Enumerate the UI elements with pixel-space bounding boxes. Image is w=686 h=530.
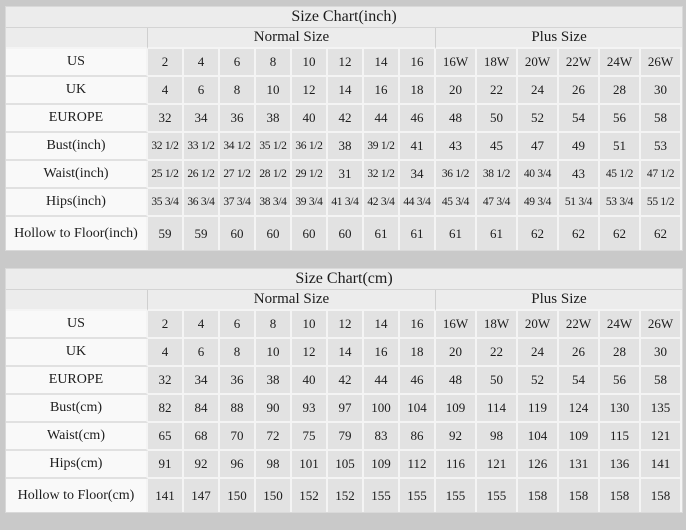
- size-cell: 32: [148, 105, 184, 133]
- size-cell: 45 1/2: [600, 161, 641, 189]
- size-cell: 61: [364, 217, 400, 250]
- size-cell: 93: [292, 395, 328, 423]
- size-cell: 90: [256, 395, 292, 423]
- size-cell: 56: [600, 367, 641, 395]
- size-cell: 91: [148, 451, 184, 479]
- size-cell: 152: [328, 479, 364, 512]
- size-cell: 22: [477, 77, 518, 105]
- size-cell: 155: [400, 479, 436, 512]
- size-cell: 59: [184, 217, 220, 250]
- size-cell: 61: [436, 217, 477, 250]
- size-cell: 25 1/2: [148, 161, 184, 189]
- size-cell: 109: [364, 451, 400, 479]
- size-cell: 48: [436, 367, 477, 395]
- size-cell: 46: [400, 105, 436, 133]
- row-label: UK: [6, 339, 148, 367]
- size-cell: 43: [559, 161, 600, 189]
- size-cell: 45 3/4: [436, 189, 477, 217]
- size-cell: 6: [220, 311, 256, 339]
- size-cell: 8: [256, 49, 292, 77]
- size-cell: 131: [559, 451, 600, 479]
- table-row: [6, 395, 682, 423]
- size-cell: 97: [328, 395, 364, 423]
- chart-title: Size Chart(cm): [6, 269, 682, 290]
- size-cell: 158: [559, 479, 600, 512]
- size-cell: 141: [641, 451, 682, 479]
- size-cell: 26W: [641, 311, 682, 339]
- size-cell: 54: [559, 105, 600, 133]
- size-cell: 61: [477, 217, 518, 250]
- size-chart-inch-table: [5, 6, 683, 251]
- size-cell: 155: [436, 479, 477, 512]
- size-cell: 92: [436, 423, 477, 451]
- size-cell: 28: [600, 77, 641, 105]
- size-cell: 52: [518, 367, 559, 395]
- size-cell: 105: [328, 451, 364, 479]
- size-cell: 49: [559, 133, 600, 161]
- size-cell: 6: [220, 49, 256, 77]
- size-cell: 4: [148, 339, 184, 367]
- size-cell: 88: [220, 395, 256, 423]
- size-cell: 10: [292, 311, 328, 339]
- size-cell: 52: [518, 105, 559, 133]
- size-cell: 62: [600, 217, 641, 250]
- size-cell: 36 1/2: [292, 133, 328, 161]
- size-cell: 155: [477, 479, 518, 512]
- size-cell: 47: [518, 133, 559, 161]
- size-cell: 39 3/4: [292, 189, 328, 217]
- size-cell: 14: [328, 77, 364, 105]
- size-cell: 36 3/4: [184, 189, 220, 217]
- size-cell: 150: [256, 479, 292, 512]
- corner-cell: [6, 290, 148, 311]
- size-cell: 31: [328, 161, 364, 189]
- table-row: [6, 105, 682, 133]
- size-cell: 24: [518, 339, 559, 367]
- size-cell: 32 1/2: [364, 161, 400, 189]
- table-row: [6, 367, 682, 395]
- row-label: Hollow to Floor(inch): [6, 217, 148, 250]
- row-label: Hollow to Floor(cm): [6, 479, 148, 512]
- size-cell: 42: [328, 367, 364, 395]
- size-cell: 26: [559, 77, 600, 105]
- size-cell: 150: [220, 479, 256, 512]
- size-cell: 58: [641, 367, 682, 395]
- size-cell: 41: [400, 133, 436, 161]
- size-cell: 119: [518, 395, 559, 423]
- size-cell: 82: [148, 395, 184, 423]
- size-cell: 38 1/2: [477, 161, 518, 189]
- size-cell: 42 3/4: [364, 189, 400, 217]
- size-cell: 18W: [477, 49, 518, 77]
- size-cell: 86: [400, 423, 436, 451]
- size-cell: 147: [184, 479, 220, 512]
- size-cell: 53 3/4: [600, 189, 641, 217]
- size-cell: 126: [518, 451, 559, 479]
- size-cell: 4: [148, 77, 184, 105]
- size-cell: 68: [184, 423, 220, 451]
- row-label: Hips(inch): [6, 189, 148, 217]
- size-cell: 60: [292, 217, 328, 250]
- size-chart-cm-table: [5, 268, 683, 513]
- size-cell: 27 1/2: [220, 161, 256, 189]
- size-cell: 100: [364, 395, 400, 423]
- size-cell: 158: [641, 479, 682, 512]
- size-cell: 6: [184, 339, 220, 367]
- size-cell: 22: [477, 339, 518, 367]
- size-cell: 36: [220, 367, 256, 395]
- row-label: Waist(cm): [6, 423, 148, 451]
- size-cell: 18: [400, 339, 436, 367]
- size-cell: 40 3/4: [518, 161, 559, 189]
- size-cell: 115: [600, 423, 641, 451]
- column-group-row: [6, 28, 682, 49]
- size-cell: 2: [148, 311, 184, 339]
- size-cell: 53: [641, 133, 682, 161]
- size-cell: 65: [148, 423, 184, 451]
- size-cell: 136: [600, 451, 641, 479]
- size-cell: 36: [220, 105, 256, 133]
- size-cell: 75: [292, 423, 328, 451]
- size-cell: 60: [220, 217, 256, 250]
- row-label: Bust(inch): [6, 133, 148, 161]
- size-cell: 158: [518, 479, 559, 512]
- size-cell: 50: [477, 367, 518, 395]
- size-cell: 40: [292, 367, 328, 395]
- size-cell: 35 3/4: [148, 189, 184, 217]
- size-cell: 58: [641, 105, 682, 133]
- tables-gap: [5, 251, 681, 268]
- table-row: [6, 217, 682, 250]
- size-cell: 20: [436, 339, 477, 367]
- size-cell: 104: [400, 395, 436, 423]
- size-cell: 48: [436, 105, 477, 133]
- table-row: [6, 161, 682, 189]
- size-cell: 98: [256, 451, 292, 479]
- size-cell: 29 1/2: [292, 161, 328, 189]
- size-cell: 38: [256, 367, 292, 395]
- size-cell: 22W: [559, 49, 600, 77]
- size-cell: 18: [400, 77, 436, 105]
- corner-cell: [6, 28, 148, 49]
- size-cell: 18W: [477, 311, 518, 339]
- size-cell: 62: [518, 217, 559, 250]
- size-cell: 60: [256, 217, 292, 250]
- size-cell: 34: [184, 105, 220, 133]
- size-cell: 47 1/2: [641, 161, 682, 189]
- size-cell: 35 1/2: [256, 133, 292, 161]
- size-cell: 44 3/4: [400, 189, 436, 217]
- size-cell: 16W: [436, 49, 477, 77]
- size-cell: 72: [256, 423, 292, 451]
- row-label: EUROPE: [6, 105, 148, 133]
- size-cell: 61: [400, 217, 436, 250]
- size-cell: 109: [559, 423, 600, 451]
- size-cell: 14: [364, 311, 400, 339]
- size-cell: 70: [220, 423, 256, 451]
- size-cell: 101: [292, 451, 328, 479]
- table-row: [6, 133, 682, 161]
- size-cell: 155: [364, 479, 400, 512]
- size-cell: 121: [641, 423, 682, 451]
- size-cell: 55 1/2: [641, 189, 682, 217]
- size-cell: 38: [328, 133, 364, 161]
- size-cell: 28 1/2: [256, 161, 292, 189]
- size-cell: 46: [400, 367, 436, 395]
- size-cell: 54: [559, 367, 600, 395]
- size-cell: 43: [436, 133, 477, 161]
- table-row: [6, 77, 682, 105]
- size-cell: 130: [600, 395, 641, 423]
- size-cell: 2: [148, 49, 184, 77]
- normal-size-header: Normal Size: [148, 290, 436, 311]
- size-cell: 79: [328, 423, 364, 451]
- table-row: [6, 189, 682, 217]
- size-cell: 49 3/4: [518, 189, 559, 217]
- size-cell: 12: [328, 49, 364, 77]
- size-cell: 24W: [600, 311, 641, 339]
- size-cell: 98: [477, 423, 518, 451]
- size-cell: 20W: [518, 49, 559, 77]
- size-cell: 34: [400, 161, 436, 189]
- size-cell: 10: [256, 77, 292, 105]
- size-cell: 16: [364, 339, 400, 367]
- row-label: US: [6, 311, 148, 339]
- table-row: [6, 479, 682, 512]
- size-cell: 116: [436, 451, 477, 479]
- size-cell: 6: [184, 77, 220, 105]
- size-cell: 121: [477, 451, 518, 479]
- row-label: Hips(cm): [6, 451, 148, 479]
- size-cell: 4: [184, 49, 220, 77]
- size-cell: 12: [292, 339, 328, 367]
- size-cell: 109: [436, 395, 477, 423]
- size-cell: 42: [328, 105, 364, 133]
- size-cell: 45: [477, 133, 518, 161]
- row-label: Waist(inch): [6, 161, 148, 189]
- size-cell: 114: [477, 395, 518, 423]
- plus-size-header: Plus Size: [436, 290, 682, 311]
- table-row: [6, 423, 682, 451]
- size-cell: 38 3/4: [256, 189, 292, 217]
- size-cell: 152: [292, 479, 328, 512]
- size-cell: 4: [184, 311, 220, 339]
- size-cell: 16: [400, 49, 436, 77]
- size-cell: 60: [328, 217, 364, 250]
- column-group-row: [6, 290, 682, 311]
- plus-size-header: Plus Size: [436, 28, 682, 49]
- chart-title-row: [6, 269, 682, 290]
- size-cell: 39 1/2: [364, 133, 400, 161]
- size-cell: 20: [436, 77, 477, 105]
- size-cell: 40: [292, 105, 328, 133]
- size-cell: 92: [184, 451, 220, 479]
- size-cell: 36 1/2: [436, 161, 477, 189]
- normal-size-header: Normal Size: [148, 28, 436, 49]
- size-cell: 26W: [641, 49, 682, 77]
- size-cell: 96: [220, 451, 256, 479]
- size-cell: 83: [364, 423, 400, 451]
- size-cell: 32 1/2: [148, 133, 184, 161]
- chart-title: Size Chart(inch): [6, 7, 682, 28]
- size-cell: 16: [400, 311, 436, 339]
- size-cell: 12: [328, 311, 364, 339]
- size-cell: 59: [148, 217, 184, 250]
- chart-title-row: [6, 7, 682, 28]
- size-cell: 50: [477, 105, 518, 133]
- size-cell: 24W: [600, 49, 641, 77]
- size-cell: 51: [600, 133, 641, 161]
- size-cell: 10: [292, 49, 328, 77]
- size-cell: 44: [364, 367, 400, 395]
- table-row: [6, 339, 682, 367]
- size-cell: 26: [559, 339, 600, 367]
- size-cell: 8: [220, 339, 256, 367]
- size-cell: 34 1/2: [220, 133, 256, 161]
- row-label: US: [6, 49, 148, 77]
- size-cell: 28: [600, 339, 641, 367]
- size-cell: 38: [256, 105, 292, 133]
- size-cell: 33 1/2: [184, 133, 220, 161]
- size-cell: 16W: [436, 311, 477, 339]
- size-cell: 104: [518, 423, 559, 451]
- table-row: [6, 311, 682, 339]
- size-cell: 8: [256, 311, 292, 339]
- table-row: [6, 451, 682, 479]
- size-cell: 37 3/4: [220, 189, 256, 217]
- size-cell: 30: [641, 339, 682, 367]
- size-cell: 51 3/4: [559, 189, 600, 217]
- row-label: EUROPE: [6, 367, 148, 395]
- size-cell: 47 3/4: [477, 189, 518, 217]
- size-cell: 12: [292, 77, 328, 105]
- size-cell: 34: [184, 367, 220, 395]
- size-cell: 44: [364, 105, 400, 133]
- size-cell: 135: [641, 395, 682, 423]
- size-cell: 8: [220, 77, 256, 105]
- size-cell: 112: [400, 451, 436, 479]
- table-row: [6, 49, 682, 77]
- row-label: UK: [6, 77, 148, 105]
- size-cell: 32: [148, 367, 184, 395]
- size-cell: 141: [148, 479, 184, 512]
- size-cell: 20W: [518, 311, 559, 339]
- size-cell: 84: [184, 395, 220, 423]
- size-cell: 22W: [559, 311, 600, 339]
- size-cell: 124: [559, 395, 600, 423]
- size-cell: 26 1/2: [184, 161, 220, 189]
- size-cell: 158: [600, 479, 641, 512]
- size-cell: 16: [364, 77, 400, 105]
- size-cell: 62: [641, 217, 682, 250]
- size-cell: 14: [328, 339, 364, 367]
- size-cell: 62: [559, 217, 600, 250]
- size-cell: 14: [364, 49, 400, 77]
- size-cell: 24: [518, 77, 559, 105]
- size-cell: 41 3/4: [328, 189, 364, 217]
- size-cell: 30: [641, 77, 682, 105]
- row-label: Bust(cm): [6, 395, 148, 423]
- size-cell: 10: [256, 339, 292, 367]
- size-cell: 56: [600, 105, 641, 133]
